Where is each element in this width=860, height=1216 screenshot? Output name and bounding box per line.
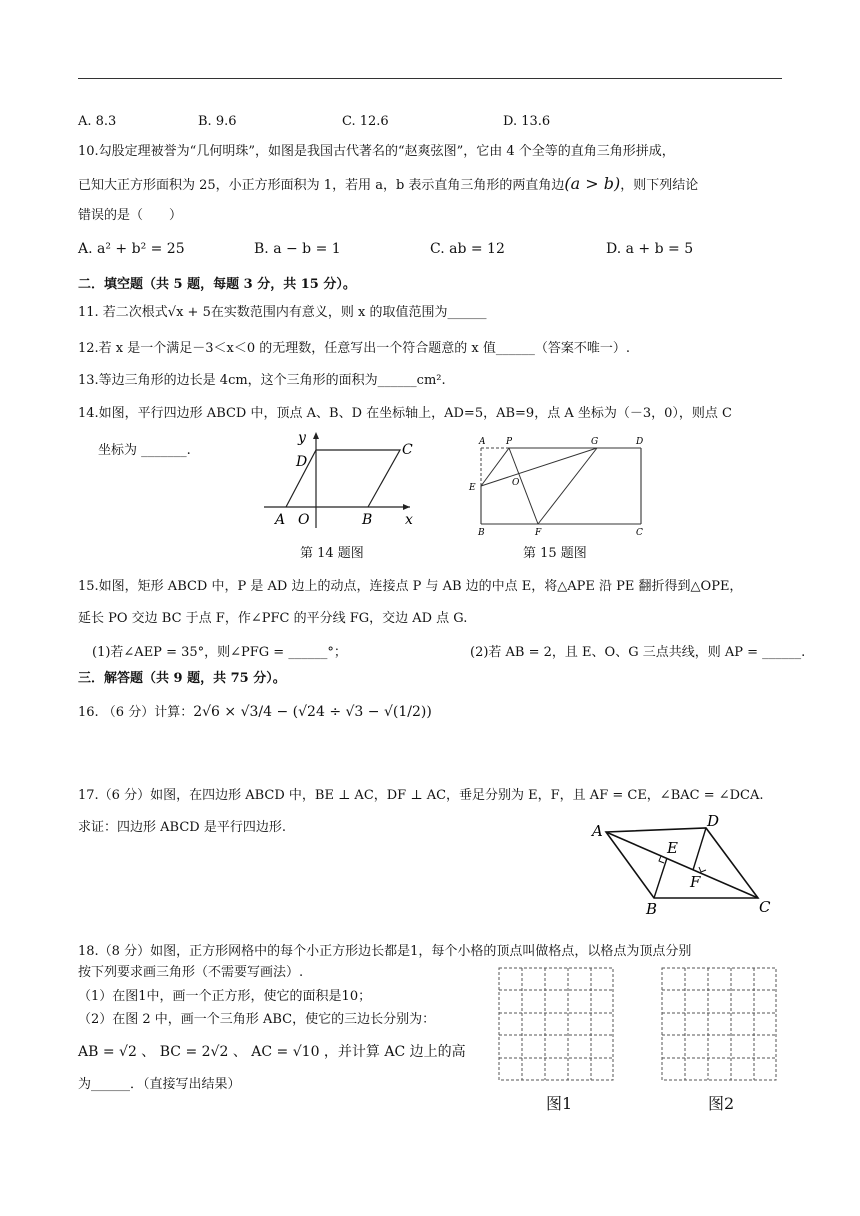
fig15-label-d: D (636, 437, 644, 447)
q10-line3: 错误的是（ ） (78, 208, 183, 223)
q10-option-b: B. a − b = 1 (254, 241, 341, 257)
q11: 11. 若二次根式√x + 5在实数范围内有意义，则 x 的取值范围为______ (78, 305, 487, 320)
q18-line6: 为______．（直接写出结果） (78, 1077, 241, 1092)
q10-option-c: C. ab = 12 (430, 241, 505, 257)
q10-line2-text: 已知大正方形面积为 25，小正方形面积为 1，若用 a，b 表示直角三角形的两直角边 (78, 178, 565, 193)
fig15-label-f: F (535, 528, 542, 538)
q18-line5: AB = √2 、 BC = 2√2 、 AC = √10 ，并计算 AC 边上的高 (78, 1044, 466, 1060)
fig14-label-c: C (402, 442, 413, 458)
q15-sub1: (1)若∠AEP = 35°，则∠PFG = ______°； (92, 645, 347, 660)
q10-line2-end: ，则下列结论 (620, 178, 699, 193)
section2-heading: 二．填空题（共 5 题，每题 3 分，共 15 分）。 (78, 277, 356, 292)
q15-sub2: (2)若 AB = 2，且 E、O、G 三点共线，则 AP = ______. (470, 645, 806, 660)
q16 (78, 703, 432, 722)
fig17-label-f: F (690, 873, 701, 891)
q18-line3: （1）在图1中，画一个正方形，使它的面积是10； (78, 989, 372, 1004)
fig14-label-x: x (405, 512, 413, 528)
q14-line2: 坐标为 _______. (98, 443, 191, 458)
q9-option-d: D. 13.6 (503, 114, 551, 129)
q12: 12.若 x 是一个满足－3＜x＜0 的无理数，任意写出一个符合题意的 x 值______（答案不唯一）. (78, 341, 631, 356)
q10-condition: (a > b) (564, 174, 621, 193)
q15-line2: 延长 PO 交边 BC 于点 F，作∠PFC 的平分线 FG，交边 AD 点 G. (78, 611, 468, 626)
fig15-label-c: C (636, 528, 643, 538)
q14-line1: 14.如图，平行四边形 ABCD 中，顶点 A、B、D 在坐标轴上，AD=5，AB=9，点 A 坐标为（－3，0），则点 C (78, 406, 732, 421)
fig15-label-b: B (478, 528, 485, 538)
fig14-label-y: y (298, 430, 306, 446)
fig15-label-o: O (512, 478, 520, 488)
fig14-label-b: B (362, 512, 373, 528)
fig17-label-b: B (646, 900, 658, 918)
grid-figure-1 (498, 967, 616, 1083)
q10-option-a: A. a² + b² = 25 (78, 241, 185, 257)
fig15-label-p: P (506, 437, 513, 447)
q13: 13.等边三角形的边长是 4cm，这个三角形的面积为______cm². (78, 373, 446, 388)
q9-option-a: A. 8.3 (78, 114, 117, 129)
q16-prefix: 16. （6 分）计算： (78, 705, 194, 720)
section3-heading: 三．解答题（共 9 题，共 75 分）。 (78, 671, 286, 686)
fig17-label-a: A (592, 822, 603, 840)
fig15-label-g: G (591, 437, 599, 447)
q17-line1: 17.（6 分）如图，在四边形 ABCD 中，BE ⊥ AC，DF ⊥ AC，垂足分别为 E，F，且 AF = CE，∠BAC = ∠DCA. (78, 788, 764, 803)
q18-line1: 18.（8 分）如图，正方形网格中的每个小正方形边长都是1，每个小格的顶点叫做格点，以格点为顶点分别 (78, 944, 692, 959)
fig14-label-a: A (275, 512, 286, 528)
q10-line1: 10.勾股定理被誉为“几何明珠”，如图是我国古代著名的“赵爽弦图”，它由 4 个全等的直角三角形拼成， (78, 144, 675, 159)
fig17-label-d: D (707, 812, 720, 830)
q18-line4: （2）在图 2 中，画一个三角形 ABC，使它的三边长分别为： (78, 1012, 436, 1027)
fig15-label-a: A (479, 437, 486, 447)
fig14-caption: 第 14 题图 (300, 546, 364, 561)
q9-option-c: C. 12.6 (342, 114, 389, 129)
q18-line2: 按下列要求画三角形（不需要写画法）. (78, 965, 304, 980)
grid-figure-2 (661, 967, 779, 1083)
fig15-label-e: E (469, 483, 476, 493)
fig14-label-d: D (296, 454, 308, 470)
q10-line2 (78, 175, 698, 195)
q15-line1: 15.如图，矩形 ABCD 中，P 是 AD 边上的动点，连接点 P 与 AB 边的中点 E，将△APE 沿 PE 翻折得到△OPE， (78, 579, 743, 594)
fig14-label-o: O (298, 512, 310, 528)
grid-figure-2-caption: 图2 (708, 1094, 735, 1113)
figure-17-quadrilateral (588, 810, 778, 918)
q9-option-b: B. 9.6 (198, 114, 237, 129)
q17-line2: 求证：四边形 ABCD 是平行四边形. (78, 820, 286, 835)
fig17-label-c: C (759, 898, 771, 916)
figure-14-parallelogram (258, 428, 418, 538)
fig15-caption: 第 15 题图 (523, 546, 587, 561)
fig17-label-e: E (667, 839, 678, 857)
header-rule (78, 78, 782, 79)
grid-figure-1-caption: 图1 (546, 1094, 573, 1113)
q10-option-d: D. a + b = 5 (606, 241, 694, 257)
figure-15-rectangle (464, 432, 654, 540)
q16-expression: 2√6 × √3/4 − (√24 ÷ √3 − √(1/2)) (193, 704, 432, 720)
